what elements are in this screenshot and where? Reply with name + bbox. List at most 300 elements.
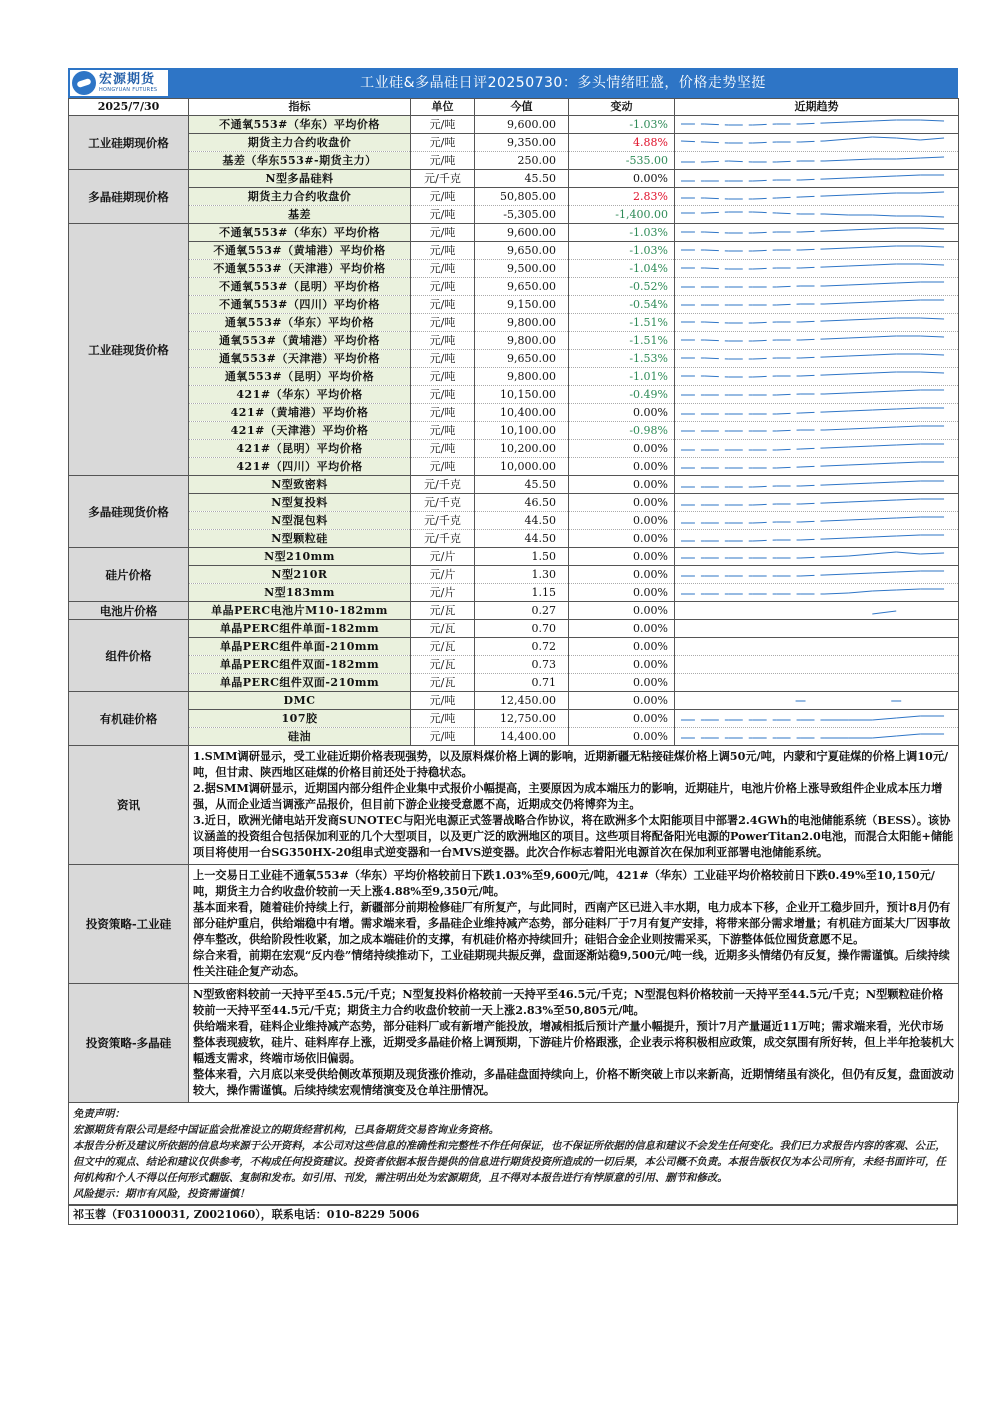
sparkline-segment (801, 485, 825, 486)
change-cell: 0.00% (569, 710, 675, 728)
strategy-paragraph: 基本面来看，随着硅价持续上行，新疆部分前期检修硅厂有所复产，与此同时，西南产区已进入丰水期，电力成本下移，企业开工稳步回升，预计8月仍有部分硅炉重启，供给端稳中有增。需求端来看，多晶硅企业维持减产态势，部分硅料厂于7月有复产安排，将带来部分需求增量；有机硅方面某大厂因事故停车整改，供给阶段性收紧，加之成本端硅价的支撑，有机硅价格亦持续回升；硅铝合金企业则按需采买，下游整体低位囤货意愿不足。 (193, 900, 951, 946)
sparkline-segment (848, 373, 872, 374)
unit-cell: 元/瓦 (411, 638, 475, 656)
sparkline-segment (753, 142, 777, 143)
sparkline-segment (753, 376, 777, 377)
section-label: 有机硅价格 (69, 692, 189, 746)
sparkline-segment (872, 552, 896, 554)
sparkline-segment (872, 572, 896, 573)
sparkline-segment (777, 213, 801, 214)
sparkline-segment (801, 521, 825, 522)
sparkline-segment (848, 392, 872, 393)
report-page (68, 68, 958, 1225)
value-cell: 1.50 (475, 548, 569, 566)
trend-cell (675, 692, 959, 710)
sparkline-segment (824, 574, 848, 575)
sparkline-segment (848, 428, 872, 429)
sparkline-segment (848, 501, 872, 502)
value-cell: 12,450.00 (475, 692, 569, 710)
indicator-name: 不通氧553#（四川）平均价格 (189, 296, 411, 314)
sparkline (675, 260, 958, 277)
sparkline (675, 674, 958, 691)
sparkline-segment (801, 448, 825, 449)
sparkline-segment (824, 248, 848, 249)
sparkline-segment (777, 304, 801, 305)
indicator-name: N型复投料 (189, 494, 411, 512)
strategy-paragraph: 综合来看，前期在宏观“反内卷”情绪持续推动下，工业硅期现共振反弹，盘面逐渐站稳9,500元/吨一线，近期多头情绪仍有反复，操作需谨慎。后续持续性关注硅企复产动态。 (193, 948, 950, 978)
indicator-name: 421#（四川）平均价格 (189, 458, 411, 476)
indicator-name: 421#（天津港）平均价格 (189, 422, 411, 440)
sparkline-segment (848, 121, 872, 122)
change-cell: 0.00% (569, 458, 675, 476)
sparkline-segment (753, 322, 777, 323)
strategy-paragraph: N型致密料较前一天持平至45.5元/千克；N型复投料价格较前一天持平至46.5元/千克；N型混包料价格较前一天持平至44.5元/千克；N型颗粒硅价格较前一天持平至44.5元/千克；期货主力合约收盘价较前一天上涨2.83%至50,805元/吨。 (193, 987, 944, 1017)
sparkline-segment (848, 229, 872, 230)
sparkline-segment (777, 413, 801, 414)
unit-cell: 元/吨 (411, 386, 475, 404)
trend-cell (675, 566, 959, 584)
change-cell: 0.00% (569, 656, 675, 674)
sparkline-segment (777, 430, 801, 431)
table-row (69, 170, 959, 188)
change-cell: -1,400.00 (569, 206, 675, 224)
indicator-name: 单晶PERC组件单面-182mm (189, 620, 411, 638)
change-cell: 0.00% (569, 692, 675, 710)
sparkline-segment (753, 180, 777, 181)
sparkline-segment (753, 358, 777, 359)
trend-cell (675, 458, 959, 476)
change-cell: -1.51% (569, 314, 675, 332)
table-row (69, 656, 959, 674)
sparkline-segment (801, 539, 825, 540)
indicator-name: 单晶PERC组件双面-210mm (189, 674, 411, 692)
strategy-paragraph: 上一交易日工业硅不通氧553#（华东）平均价格较前日下跌1.03%至9,600元/吨，421#（华东）工业硅平均价格较前日下跌0.49%至10,150元/吨，期货主力合约收盘价较前一天上涨4.88%至9,350元/吨。 (193, 868, 935, 898)
sparkline-segment (824, 520, 848, 521)
col-value: 今值 (475, 99, 569, 116)
indicator-name: N型多晶硅料 (189, 170, 411, 188)
sparkline-segment (801, 557, 825, 558)
news-paragraph: 3.近日，欧洲光储电站开发商SUNOTEC与阳光电源正式签署战略合作协议，将在欧洲多个太阳能项目中部署2.4GWh的电池储能系统（BESS）。该协议涵盖的投资组合包括保加利亚的几个大型项目，以及更广泛的欧洲地区的项目。这些项目将配备阳光电源的PowerTitan2.0电池，而混合太阳能+储能项目将使用一台SG350HX-20组串式逆变器和一台MVS逆变器。此次合作标志着阳光电源首次在保加利亚部署电池储能系统。 (193, 813, 954, 859)
sparkline-segment (777, 394, 801, 395)
table-row (69, 278, 959, 296)
change-cell: 0.00% (569, 170, 675, 188)
col-trend: 近期趋势 (675, 99, 959, 116)
value-cell: 0.72 (475, 638, 569, 656)
sparkline-segment (848, 137, 872, 139)
unit-cell: 元/片 (411, 584, 475, 602)
trend-cell (675, 404, 959, 422)
section-label: 工业硅现货价格 (69, 224, 189, 476)
sparkline (675, 620, 958, 637)
change-cell: -1.04% (569, 260, 675, 278)
table-row (69, 116, 959, 134)
sparkline-segment (848, 573, 872, 574)
sparkline (675, 656, 958, 673)
change-cell: 0.00% (569, 548, 675, 566)
sparkline (675, 548, 958, 565)
disclaimer-line: 本报告分析及建议所依据的信息均来源于公开资料，本公司对这些信息的准确性和完整性不作任何保证，也不保证所依据的信息和建议不会发生任何变化。我们已力求报告内容的客观、公正，但文中的观点、结论和建议仅供参考，不构成任何投资建议。投资者依据本报告提供的信息进行期货投资所造成的一切后果，本公司概不负责。本报告版权仅为本公司所有，未经书面许可，任何机构和个人不得以任何形式翻版、复制和发布。如引用、刊发，需注明出处为宏源期货，且不得对本报告进行有悖原意的引用、删节和修改。 (73, 1140, 946, 1184)
sparkline-segment (920, 216, 944, 217)
sparkline-segment (801, 339, 825, 340)
sparkline (675, 152, 958, 169)
sparkline-segment (705, 124, 729, 125)
value-cell: 12,750.00 (475, 710, 569, 728)
table-row (69, 152, 959, 170)
value-cell: 250.00 (475, 152, 569, 170)
table-row (69, 512, 959, 530)
value-cell: 1.30 (475, 566, 569, 584)
sparkline-segment (896, 716, 920, 718)
sparkline-segment (896, 138, 920, 140)
sparkline-segment (848, 537, 872, 538)
trend-cell (675, 548, 959, 566)
unit-cell: 元/吨 (411, 296, 475, 314)
indicator-name: 421#（昆明）平均价格 (189, 440, 411, 458)
sparkline-segment (872, 176, 896, 177)
trend-cell (675, 710, 959, 728)
sparkline-segment (777, 467, 801, 468)
unit-cell: 元/片 (411, 548, 475, 566)
table-row (69, 728, 959, 746)
sparkline-segment (801, 466, 825, 467)
sparkline-segment (920, 553, 944, 554)
sparkline (675, 116, 958, 133)
table-row (69, 260, 959, 278)
sparkline-segment (872, 120, 896, 121)
section-label: 工业硅期现价格 (69, 116, 189, 170)
sparkline-segment (848, 265, 872, 266)
strategy-paragraph: 供给端来看，硅料企业维持减产态势，部分硅料厂或有新增产能投放，增减相抵后预计产量小幅提升，预计7月产量逼近11万吨；需求端来看，光伏市场整体表现疲软，硅片、硅料库存上涨，近期受多晶硅价格上调预期，下游硅片价格跟涨，企业表示将积极相应政策，成交氛围有所好转，但上半年抢装机大幅透支需求，终端市场依旧偏弱。 (193, 1019, 954, 1065)
value-cell: 10,100.00 (475, 422, 569, 440)
value-cell: 9,150.00 (475, 296, 569, 314)
table-row (69, 710, 959, 728)
sparkline-segment (801, 249, 825, 250)
sparkline-segment (920, 336, 944, 337)
sparkline-segment (824, 374, 848, 375)
indicator-name: 单晶PERC组件单面-210mm (189, 638, 411, 656)
value-cell: 14,400.00 (475, 728, 569, 746)
value-cell: 45.50 (475, 170, 569, 188)
value-cell: -5,305.00 (475, 206, 569, 224)
analyst-contact: 祁玉蓉（F03100031, Z0021060），联系电话：010-8229 5006 (68, 1205, 958, 1225)
sparkline-segment (872, 246, 896, 247)
change-cell: -1.03% (569, 116, 675, 134)
unit-cell: 元/吨 (411, 422, 475, 440)
sparkline-segment (705, 322, 729, 323)
change-cell: -0.98% (569, 422, 675, 440)
sparkline-segment (920, 372, 944, 373)
sparkline (675, 188, 958, 205)
sparkline-segment (824, 266, 848, 267)
sparkline-segment (824, 429, 848, 430)
sparkline-segment (848, 464, 872, 465)
sparkline-segment (848, 194, 872, 195)
sparkline-segment (896, 517, 920, 518)
indicator-name: 421#（黄埔港）平均价格 (189, 404, 411, 422)
change-cell: 0.00% (569, 728, 675, 746)
trend-cell (675, 188, 959, 206)
change-cell: 0.00% (569, 512, 675, 530)
sparkline-segment (777, 449, 801, 450)
indicator-name: N型致密料 (189, 476, 411, 494)
sparkline-segment (801, 321, 825, 322)
unit-cell: 元/吨 (411, 206, 475, 224)
sparkline-segment (872, 611, 896, 614)
sparkline (675, 206, 958, 223)
trend-cell (675, 170, 959, 188)
sparkline-segment (705, 250, 729, 251)
change-cell: 4.88% (569, 134, 675, 152)
sparkline-segment (872, 336, 896, 337)
sparkline-segment (753, 522, 777, 523)
risk-warning: 风险提示：期市有风险，投资需谨慎！ (73, 1188, 250, 1200)
unit-cell: 元/吨 (411, 458, 475, 476)
logo-icon (72, 71, 96, 95)
indicator-name: 不通氧553#（昆明）平均价格 (189, 278, 411, 296)
sparkline-segment (872, 427, 896, 428)
sparkline-segment (872, 718, 896, 720)
sparkline (675, 458, 958, 475)
sparkline-segment (705, 142, 729, 143)
sparkline-segment (824, 393, 848, 394)
sparkline-segment (848, 247, 872, 248)
sparkline (675, 602, 958, 619)
sparkline-segment (753, 232, 777, 233)
sparkline (675, 386, 958, 403)
value-cell: 9,650.00 (475, 278, 569, 296)
sparkline-segment (896, 481, 920, 482)
change-cell: -0.49% (569, 386, 675, 404)
sparkline-segment (896, 462, 920, 463)
indicator-name: 通氧553#（黄埔港）平均价格 (189, 332, 411, 350)
value-cell: 44.50 (475, 530, 569, 548)
table-row (69, 368, 959, 386)
sparkline-segment (801, 123, 825, 124)
sparkline-segment (872, 445, 896, 446)
sparkline-segment (920, 157, 944, 158)
col-change: 变动 (569, 99, 675, 116)
sparkline-segment (848, 410, 872, 411)
table-row (69, 206, 959, 224)
change-cell: -1.03% (569, 224, 675, 242)
strategy-si-row (69, 865, 959, 984)
value-cell: 10,150.00 (475, 386, 569, 404)
sparkline (675, 440, 958, 457)
sparkline (675, 134, 958, 151)
sparkline-segment (848, 319, 872, 320)
sparkline-segment (920, 246, 944, 247)
sparkline-segment (824, 502, 848, 503)
unit-cell: 元/千克 (411, 530, 475, 548)
sparkline-segment (872, 301, 896, 302)
indicator-name: 不通氧553#（天津港）平均价格 (189, 260, 411, 278)
sparkline (675, 422, 958, 439)
sparkline-segment (681, 141, 705, 142)
table-row (69, 224, 959, 242)
sparkline-segment (753, 198, 777, 199)
unit-cell: 元/片 (411, 566, 475, 584)
sparkline-segment (848, 483, 872, 484)
change-cell: 0.00% (569, 566, 675, 584)
section-label: 多晶硅现货价格 (69, 476, 189, 548)
sparkline-segment (753, 268, 777, 269)
sparkline-segment (824, 214, 848, 215)
value-cell: 9,650.00 (475, 350, 569, 368)
table-row (69, 404, 959, 422)
indicator-name: 不通氧553#（华东）平均价格 (189, 224, 411, 242)
unit-cell: 元/瓦 (411, 620, 475, 638)
sparkline-segment (753, 250, 777, 251)
sparkline-segment (920, 354, 944, 355)
indicator-name: N型颗粒硅 (189, 530, 411, 548)
sparkline-segment (753, 212, 777, 213)
unit-cell: 元/吨 (411, 116, 475, 134)
report-title: 工业硅&多晶硅日评20250730：多头情绪旺盛，价格走势坚挺 (360, 75, 766, 91)
sparkline-segment (824, 465, 848, 466)
change-cell: 0.00% (569, 620, 675, 638)
sparkline-segment (848, 284, 872, 285)
sparkline-segment (705, 268, 729, 269)
strategy-poly-content (189, 984, 959, 1103)
disclaimer (68, 1103, 958, 1205)
sparkline-segment (896, 175, 920, 176)
trend-cell (675, 656, 959, 674)
sparkline (675, 728, 958, 745)
value-cell: 9,650.00 (475, 242, 569, 260)
news-paragraph: 2.据SMM调研显示，近期国内部分组件企业集中式报价小幅提高，主要原因为成本端压力的影响，近期硅片，电池片价格上涨导致组件企业成本压力增强，从而企业适当调涨产品报价，但目前下游企业接受意愿不高，近期成交仍将博弈为主。 (193, 781, 943, 811)
sparkline-segment (801, 231, 825, 232)
indicator-name: N型210R (189, 566, 411, 584)
table-row (69, 422, 959, 440)
sparkline-segment (872, 500, 896, 501)
sparkline-segment (920, 120, 944, 121)
sparkline (675, 494, 958, 511)
trend-cell (675, 206, 959, 224)
value-cell: 9,350.00 (475, 134, 569, 152)
sparkline-segment (753, 486, 777, 487)
indicator-name: 421#（华东）平均价格 (189, 386, 411, 404)
sparkline-segment (848, 554, 872, 556)
strategy-paragraph: 整体来看，六月底以来受供给侧改革预期及现货涨价推动，多晶硅盘面持续向上，价格不断突破上市以来新高，近期情绪虽有淡化，但仍有反复，盘面波动较大，操作需谨慎。后续持续宏观情绪演变及仓单注册情况。 (193, 1067, 954, 1097)
value-cell: 9,800.00 (475, 332, 569, 350)
sparkline-segment (824, 303, 848, 304)
sparkline (675, 692, 958, 709)
sparkline-segment (896, 535, 920, 536)
trend-cell (675, 350, 959, 368)
indicator-name: 不通氧553#（华东）平均价格 (189, 116, 411, 134)
indicator-name: N型183mm (189, 584, 411, 602)
value-cell: 10,400.00 (475, 404, 569, 422)
sparkline-segment (824, 320, 848, 321)
value-cell: 9,600.00 (475, 116, 569, 134)
sparkline-segment (801, 267, 825, 268)
sparkline-segment (896, 552, 920, 554)
trend-cell (675, 620, 959, 638)
sparkline-segment (705, 232, 729, 233)
sparkline-segment (705, 358, 729, 359)
change-cell: 0.00% (569, 440, 675, 458)
sparkline-segment (872, 736, 896, 738)
indicator-name: 107胶 (189, 710, 411, 728)
sparkline-segment (801, 357, 825, 358)
change-cell: 0.00% (569, 674, 675, 692)
indicator-name: DMC (189, 692, 411, 710)
sparkline-segment (824, 484, 848, 485)
sparkline-segment (705, 198, 729, 199)
table-row (69, 620, 959, 638)
sparkline-segment (896, 300, 920, 301)
sparkline-segment (920, 318, 944, 319)
trend-cell (675, 368, 959, 386)
sparkline-segment (872, 518, 896, 519)
sparkline-segment (801, 412, 825, 413)
trend-cell (675, 278, 959, 296)
sparkline-segment (824, 593, 848, 594)
change-cell: -1.53% (569, 350, 675, 368)
sparkline-segment (920, 192, 944, 193)
trend-cell (675, 242, 959, 260)
value-cell: 9,800.00 (475, 368, 569, 386)
sparkline-segment (872, 391, 896, 392)
table-row (69, 530, 959, 548)
report-header (68, 68, 958, 98)
change-cell: 0.00% (569, 602, 675, 620)
sparkline-segment (753, 504, 777, 505)
sparkline (675, 332, 958, 349)
value-cell: 10,000.00 (475, 458, 569, 476)
sparkline-segment (896, 571, 920, 572)
value-cell: 46.50 (475, 494, 569, 512)
unit-cell: 元/吨 (411, 260, 475, 278)
sparkline-segment (824, 195, 848, 196)
sparkline (675, 368, 958, 385)
sparkline-segment (896, 426, 920, 427)
sparkline (675, 278, 958, 295)
sparkline (675, 638, 958, 655)
unit-cell: 元/吨 (411, 710, 475, 728)
trend-cell (675, 332, 959, 350)
unit-cell: 元/吨 (411, 278, 475, 296)
section-label: 多晶硅期现价格 (69, 170, 189, 224)
table-row (69, 350, 959, 368)
sparkline-segment (920, 138, 944, 140)
table-row (69, 314, 959, 332)
sparkline-segment (896, 158, 920, 159)
table-row (69, 440, 959, 458)
value-cell: 0.73 (475, 656, 569, 674)
table-row (69, 548, 959, 566)
sparkline-segment (872, 318, 896, 319)
indicator-name: 不通氧553#（黄埔港）平均价格 (189, 242, 411, 260)
sparkline-segment (801, 179, 825, 180)
sparkline-segment (848, 591, 872, 593)
trend-cell (675, 512, 959, 530)
sparkline-segment (824, 356, 848, 357)
logo-text-en: HONGYUAN FUTURES (99, 87, 158, 93)
trend-cell (675, 728, 959, 746)
change-cell: -0.54% (569, 296, 675, 314)
sparkline-segment (753, 124, 777, 125)
table-row (69, 386, 959, 404)
sparkline-segment (848, 446, 872, 447)
sparkline (675, 314, 958, 331)
sparkline-segment (705, 340, 729, 341)
sparkline (675, 530, 958, 547)
unit-cell: 元/吨 (411, 332, 475, 350)
sparkline-segment (824, 338, 848, 339)
strategy-poly-label: 投资策略-多晶硅 (69, 984, 189, 1103)
indicator-name: 通氧553#（华东）平均价格 (189, 314, 411, 332)
